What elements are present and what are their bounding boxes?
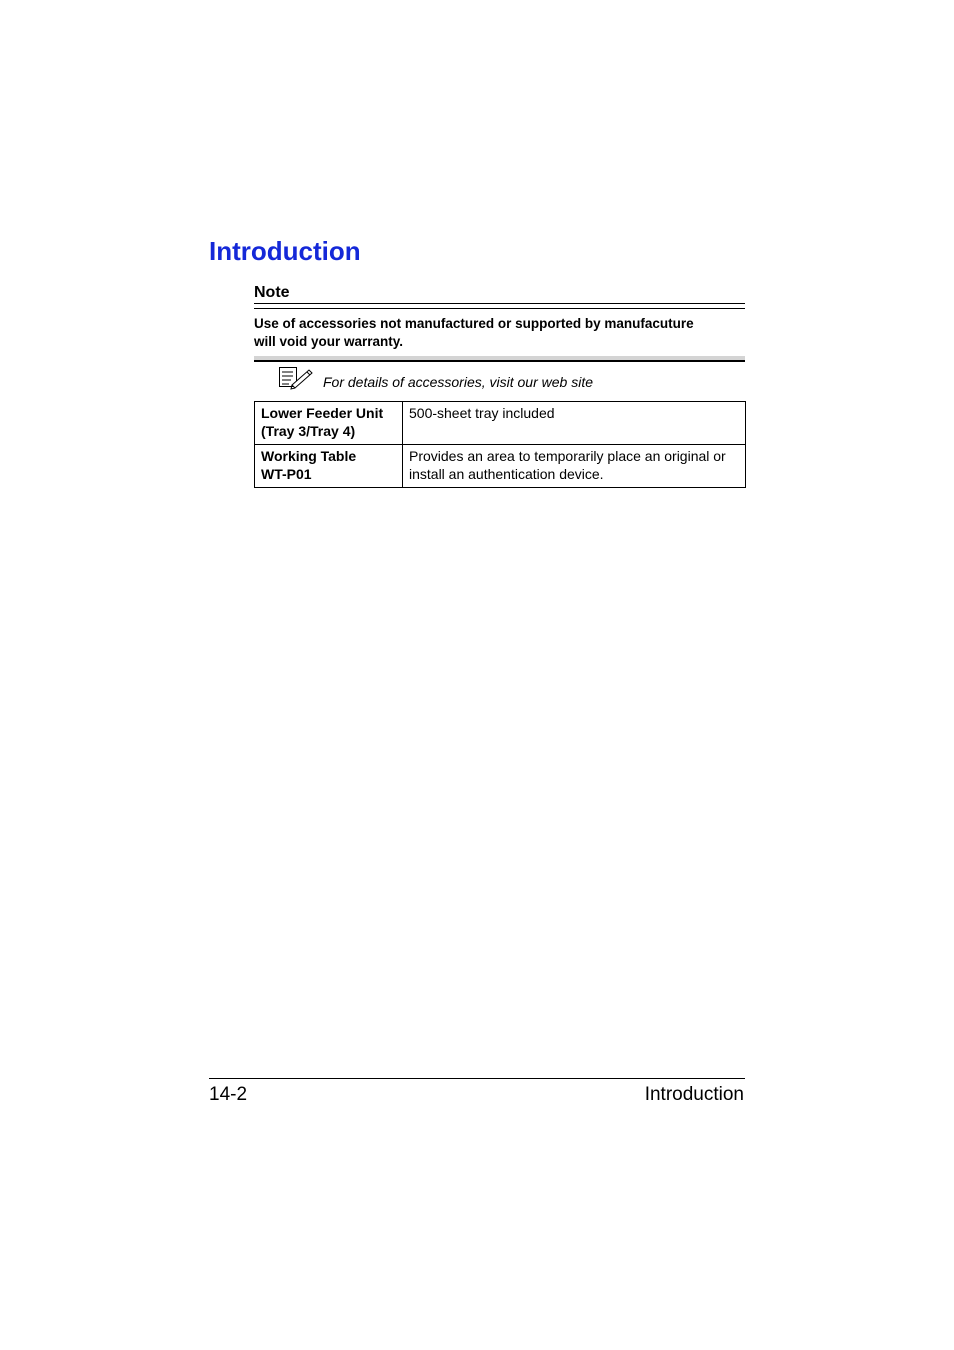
note-box <box>254 283 745 362</box>
accessory-model: WT-P01 <box>261 465 312 482</box>
tip-text: For details of accessories, visit our web site <box>323 374 593 390</box>
accessory-description: install an authentication device. <box>409 465 604 482</box>
table-row <box>255 402 746 445</box>
note-body-line: will void your warranty. <box>254 334 404 349</box>
table-row <box>255 445 746 488</box>
accessories-table <box>254 401 746 488</box>
footer-page-number: 14-2 <box>209 1084 248 1105</box>
memo-pencil-icon <box>278 366 314 390</box>
accessory-description: Provides an area to temporarily place an original or <box>409 448 726 464</box>
accessory-model: (Tray 3/Tray 4) <box>261 422 356 439</box>
accessory-name: Working Table <box>261 448 357 464</box>
note-heading: Note <box>254 284 290 301</box>
note-body-line: Use of accessories not manufactured or supported by manufacuture <box>254 316 694 331</box>
note-body <box>254 309 745 356</box>
tip-row <box>278 366 758 392</box>
accessory-name-cell <box>255 402 403 445</box>
accessory-description: 500-sheet tray included <box>409 405 555 421</box>
accessory-description-cell <box>403 402 746 445</box>
accessory-name: Lower Feeder Unit <box>261 405 384 421</box>
accessory-name-cell <box>255 445 403 488</box>
footer-rule <box>209 1078 745 1079</box>
note-bottom-rule <box>254 356 745 362</box>
page-title: Introduction <box>209 236 361 266</box>
accessory-description-cell <box>403 445 746 488</box>
footer-section-title: Introduction <box>644 1084 744 1105</box>
